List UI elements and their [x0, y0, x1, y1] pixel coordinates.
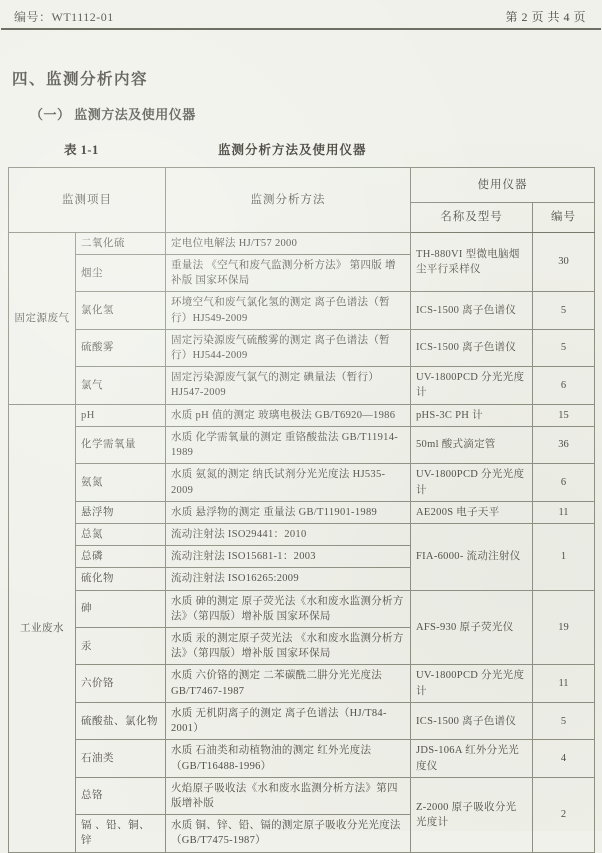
cell-method: 流动注射法 ISO16265:2009: [166, 568, 411, 590]
table-head: [9, 168, 595, 233]
cell-no: 4: [533, 740, 595, 777]
table-row: [9, 702, 595, 739]
cell-item: 氯气: [76, 367, 166, 404]
cell-item: 总磷: [76, 546, 166, 568]
cell-no: 19: [533, 590, 595, 665]
header-cell-model: 名称及型号: [411, 203, 533, 233]
cell-item: 六价铬: [76, 665, 166, 702]
table-caption: [0, 140, 602, 160]
table-row: [9, 426, 595, 463]
cell-no: 6: [533, 367, 595, 404]
cell-no: 1: [533, 523, 595, 590]
table-row: [9, 501, 595, 523]
cell-no: 11: [533, 665, 595, 702]
cell-no: 2: [533, 777, 595, 852]
cell-method: 水质 铜、锌、铅、镉的测定原子吸收分光光度法（GB/T7475-1987）: [166, 815, 411, 852]
page-header: [0, 0, 602, 25]
cell-item: 氨氮: [76, 464, 166, 501]
table-label: 表 1-1: [64, 143, 99, 157]
cell-method: 固定污染源废气氯气的测定 碘量法（暂行）HJ547-2009: [166, 367, 411, 404]
cell-instrument: UV-1800PCD 分光光度计: [411, 464, 533, 501]
cell-method: 水质 pH 值的测定 玻璃电极法 GB/T6920—1986: [166, 404, 411, 426]
cell-instrument: ICS-1500 离子色谱仪: [411, 702, 533, 739]
header-cell-project: 监测项目: [9, 168, 166, 233]
table-row: [9, 329, 595, 366]
table-row: [9, 777, 595, 814]
cell-no: 36: [533, 426, 595, 463]
doc-number: 编号：WT1112-01: [14, 10, 114, 24]
header-cell-method: 监测分析方法: [166, 168, 411, 233]
cell-method: 固定污染源废气硫酸雾的测定 离子色谱法（暂行）HJ544-2009: [166, 329, 411, 366]
cell-no: 30: [533, 232, 595, 292]
cell-no: 15: [533, 404, 595, 426]
cell-instrument: TH-880VI 型微电脑烟尘平行采样仪: [411, 232, 533, 292]
cell-item: 二氧化硫: [76, 232, 166, 254]
cell-item: 砷: [76, 590, 166, 627]
table-row: [9, 292, 595, 329]
cell-item: 烟尘: [76, 254, 166, 291]
cell-method: 水质 砷的测定 原子荧光法《水和废水监测分析方法》（第四版）增补版 国家环保局: [166, 590, 411, 627]
cell-instrument: pHS-3C PH 计: [411, 404, 533, 426]
cell-instrument: FIA-6000- 流动注射仪: [411, 523, 533, 590]
cell-item: 石油类: [76, 740, 166, 777]
monitoring-methods-table: [8, 167, 595, 853]
page-indicator: 第 2 页 共 4 页: [505, 10, 586, 24]
cell-method: 定电位电解法 HJ/T57 2000: [166, 232, 411, 254]
cell-method: 水质 石油类和动植物油的测定 红外光度法（GB/T16488-1996）: [166, 740, 411, 777]
cell-instrument: UV-1800PCD 分光光度计: [411, 367, 533, 404]
cell-instrument: AE200S 电子天平: [411, 501, 533, 523]
cell-item: 总氮: [76, 523, 166, 545]
section-title: 四、监测分析内容: [12, 71, 149, 88]
cell-method: 水质 无机阴离子的测定 离子色谱法（HJ/T84-2001）: [166, 702, 411, 739]
cell-instrument: 50ml 酸式滴定管: [411, 426, 533, 463]
cell-method: 火焰原子吸收法《水和废水监测分析方法》第四版增补版: [166, 777, 411, 814]
cell-instrument: UV-1800PCD 分光光度计: [411, 665, 533, 702]
cell-item: 化学需氧量: [76, 426, 166, 463]
cell-item: 悬浮物: [76, 501, 166, 523]
cell-method: 重量法 《空气和废气监测分析方法》 第四版 增补版 国家环保局: [166, 254, 411, 291]
table-body: [9, 232, 595, 852]
cell-instrument: ICS-1500 离子色谱仪: [411, 329, 533, 366]
table-row: [9, 367, 595, 404]
cell-no: 6: [533, 464, 595, 501]
cell-no: 5: [533, 292, 595, 329]
cell-instrument: Z-2000 原子吸收分光光度计: [411, 777, 533, 852]
header-cell-no: 编号: [533, 203, 595, 233]
header-row: [9, 168, 595, 203]
header-cell-instrument: 使用仪器: [411, 168, 595, 203]
cell-item: 硫酸雾: [76, 329, 166, 366]
cell-item: pH: [76, 404, 166, 426]
cell-instrument: JDS-106A 红外分光光度仪: [411, 740, 533, 777]
cell-method: 环境空气和废气氯化氢的测定 离子色谱法（暂行）HJ549-2009: [166, 292, 411, 329]
table-row: [9, 590, 595, 627]
table-row: [9, 665, 595, 702]
table-title: 监测分析方法及使用仪器: [218, 143, 367, 157]
cell-item: 硫酸盐、氯化物: [76, 702, 166, 739]
cell-instrument: AFS-930 原子荧光仪: [411, 590, 533, 665]
cell-item: 氯化氢: [76, 292, 166, 329]
cell-method: 水质 六价铬的测定 二苯碳酰二肼分光光度法 GB/T7467-1987: [166, 665, 411, 702]
cell-method: 水质 汞的测定原子荧光法 《水和废水监测分析方法》（第四版）增补版 国家环保局: [166, 628, 411, 665]
cell-item: 硫化物: [76, 568, 166, 590]
header-rule: [1, 28, 601, 30]
cell-no: 5: [533, 329, 595, 366]
cell-method: 水质 氨氮的测定 纳氏试剂分光光度法 HJ535-2009: [166, 464, 411, 501]
cell-item: 镉 、铅、铜、锌: [76, 815, 166, 852]
cell-item: 汞: [76, 628, 166, 665]
cell-instrument: ICS-1500 离子色谱仪: [411, 292, 533, 329]
cell-method: 流动注射法 ISO29441：2010: [166, 523, 411, 545]
cell-no: 11: [533, 501, 595, 523]
subsection-title: （一） 监测方法及使用仪器: [30, 107, 196, 122]
cell-no: 5: [533, 702, 595, 739]
cell-method: 水质 悬浮物的测定 重量法 GB/T11901-1989: [166, 501, 411, 523]
cell-method: 流动注射法 ISO15681-1：2003: [166, 546, 411, 568]
table-row: [9, 523, 595, 545]
table-row: [9, 404, 595, 426]
cell-method: 水质 化学需氧量的测定 重铬酸盐法 GB/T11914-1989: [166, 426, 411, 463]
table-row: [9, 232, 595, 254]
cell-item: 总铬: [76, 777, 166, 814]
cell-group: 工业废水: [9, 404, 76, 852]
cell-group: 固定源废气: [9, 232, 76, 404]
table-row: [9, 740, 595, 777]
table-row: [9, 464, 595, 501]
